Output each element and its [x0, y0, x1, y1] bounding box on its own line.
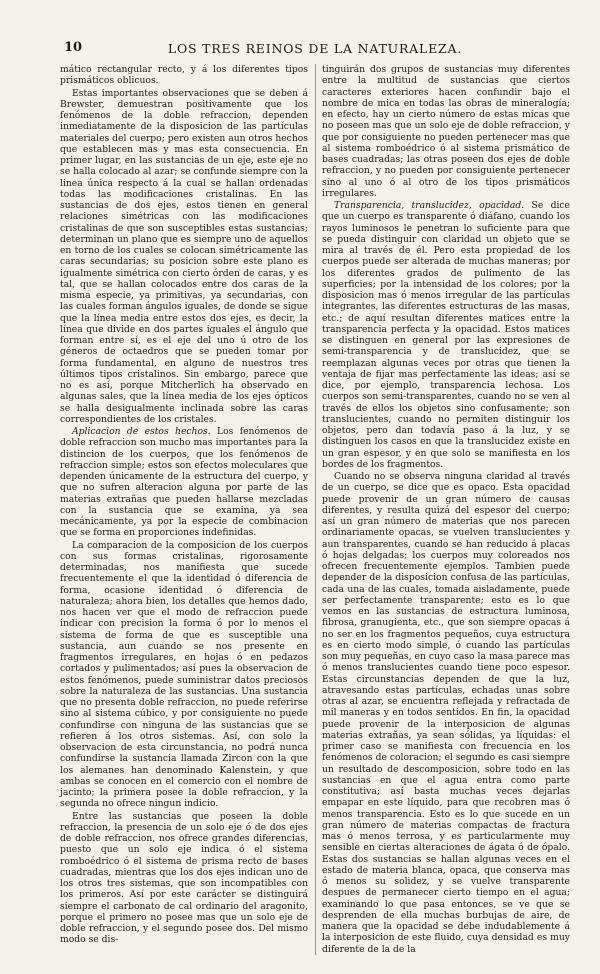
paragraph [60, 426, 308, 539]
paragraph-lead: Transparencia, translucidez, opacidad. [334, 200, 525, 211]
paragraph [322, 471, 570, 955]
paragraph-text: Estas importantes observaciones que se deben á Brewster, demuestran positivamente que los fenómenos de la doble refraccion, dependen inmediatamente de la disposicion de las partículas materiales del cuerpo; pero existen aun otros hechos que establecen mas y mas esta consecuencia. En primer lugar, en las sustancias de un eje, este eje no se halla colocado al azar; se confunde siempre con la linea única respecto á la cual se hallan ordenadas todas las modificaciones cristalinas. En las sustancias de dos ejes, estos tienen en general relaciones simétricas con las modificaciones cristalinas de que son susceptibles estas sustancias; determinan un plano que es siempre uno de aquellos en torno de los cuales se colocan simétricamente las caras secundarias; su posicion sobre este plano es igualmente simétrica con cierto órden de caras, y es tal, que se hallan colocados entre dos caras de la misma especie, ya primitivas, ya secundarias, con las cuales forman ángulos iguales, de donde se sigue que la línea media entre estos dos ejes, es decir, la línea que divide en dos partes iguales el ángulo que forman entre sí, es el eje del uno ú otro de los géneros de octaedros que se pueden tomar por forma fundamental, en alguno de nuestros tres últimos tipos cristalinos. Sin embargo, parece que no es así, porque Mitcherlich ha observado en algunas sales, que la línea media de los ejes ópticos se halla desigualmente inclinada sobre las caras correspondientes de los cristales. [60, 87, 308, 425]
left-column [60, 64, 308, 955]
paragraph-lead: Aplicacion de estos hechos. [72, 426, 211, 437]
text-columns [60, 64, 570, 955]
paragraph-text: La comparacion de la composicion de los cuerpos con sus formas cristalinas, rigorosamente determinadas, nos manifiesta que sucede frecuentemente el que la identidad ó diferencia de forma, ocasione identidad ó diferencia de naturaleza; ahora bien, los detalles que hemos dado, nos hacen ver que el modo de refraccion puede indicar con precision la forma ó por lo menos el sistema de forma de que es susceptible una sustancia, aun cuando se nos presente en fragmentos irregulares, en hojas ó en pedazos cortados y pulimentados; así pues la observacion de estos fenómenos, puede suministrar datos preciosos sobre la naturaleza de las sustancias. Una sustancia que no presenta doble refraccion, no puede referirse sino al sistema cúbico, y por consiguiente no puede confundirse con ninguna de las sustancias que se refieren á los otros sistemas. Así, con solo la observacion de esta circunstancia, no podrá nunca confundirse la sustancia llamada Zircon con la que los alemanes han denominado Kalenstein, y que ambas se conocen en el comercio con el nombre de jacinto; la primera posee la doble refraccion, y la segunda no ofrece ningun indicio. [60, 539, 308, 810]
paragraph-text: Entre las sustancias que poseen la doble refraccion, la presencia de un solo eje ó de dos ejes de doble refraccion, nos ofrece grandes diferencias, puesto que un solo eje indica ó el sistema romboédrico ó el sistema de prisma recto de bases cuadradas, mientras que los dos ejes indican uno de los otros tres sistemas, que son incompatibles con los primeros. Así por este carácter se distinguirá siempre el carbonato de cal ordinario del aragonito, porque el primero no posee mas que un solo eje de doble refraccion, y el segundo posee dos. Del mismo modo se dis- [60, 810, 308, 946]
page-number: 10 [64, 40, 83, 55]
paragraph-continued [60, 64, 308, 87]
paragraph [60, 88, 308, 426]
paragraph [322, 200, 570, 470]
paragraph-text: Los fenómenos de doble refraccion son mucho mas importantes para la distincion de los cuerpos, que los fenómenos de refraccion simple; estos son efectos moleculares que dependen únicamente de la estructura del cuerpo, y que no sufren alteracion alguna por parte de las materias extrañas que pueden hallarse mezcladas con la sustancia que se examina, ya sea mecánicamente, ya por la especie de combinacion que se forma en proporciones indefinidas. [60, 426, 308, 539]
paragraph-text: Se dice que un cuerpo es transparente ó diáfano, cuando los rayos luminosos le penetran lo suficiente para que se pueda distinguir con claridad un objeto que se mira al través de él. Pero esta propiedad de los cuerpos puede ser alterada de muchas maneras; por los diferentes grados de pulimento de las superficies; por la intensidad de los colores; por la disposicion mas ó menos irregular de las partículas integrantes, las diferentes estructuras de las masas, etc.; de aquí resultan diferentes matices entre la transparencia perfecta y la opacidad. Estos matices se distinguen en general por las expresiones de semi-transparencia y de translucidez, que se reemplazan algunas veces por otras que tienen la ventaja de fijar mas perfectamente las ideas; así se dice, por ejemplo, transparencia lechosa. Los cuerpos son semi-transparentes, cuando no se ven al través de ellos los objetos sino confusamente; son translucientes, cuando no permiten distinguir los objetos, pero dan todavía paso á la luz, y se distinguen los casos en que la translucidez existe en un gran espesor, y en que solo se manifiesta en los bordes de los fragmentos. [322, 200, 570, 470]
column-divider [315, 64, 316, 955]
paragraph-continued [322, 64, 570, 199]
paragraph-text: tinguirán dos grupos de sustancias muy diferentes entre la multitud de sustancias que ciertos caracteres exteriores hacen confundir bajo el nombre de mica en todas las obras de mineralogía; en efecto, hay un cierto número de estas micas que no poseen mas que un solo eje de doble refraccion, y que por consiguiente no pueden pertenecer mas que al sistema romboédrico ó al sistema prismático de bases cuadradas; las otras poseen dos ejes de doble refraccion, y no pueden por consiguiente pertenecer sino al uno ó al otro de los tipos prismáticos irregulares. [322, 64, 570, 199]
paragraph [60, 811, 308, 946]
paragraph [60, 540, 308, 810]
right-column [322, 64, 570, 955]
paragraph-text: Cuando no se observa ninguna claridad al través de un cuerpo, se dice que es opaco. Esta opacidad puede provenir de un gran número de causas diferentes, y resulta quizá del espesor del cuerpo; así un gran número de materias que nos parecen ordinariamente opacas, se vuelven translucientes y aun transparentes, cuando se han reducido á placas ó hojas delgadas; los cuerpos muy coloreados nos ofrecen frecuentemente ejemplos. Tambien puede depender de la disposicion confusa de las partículas, cada una de las cuales, tomada aisladamente, puede ser perfectamente transparente; esto es lo que vemos en las sustancias de estructura luminosa, fibrosa, granugienta, etc., que son siempre opacas á no ser en los fragmentos pequeños, cuya estructura es en cierto modo simple, ó cuando las partículas son muy pequeñas, en cuyo caso la masa parece mas ó menos translucientes cuando tiene poco espesor. Estas circunstancias dependen de que la luz, atravesando estas partículas, echadas unas sobre otras al azar, se encuentra reflejada y refractada de mil maneras y en todos sentidos. En fin, la opacidad puede provenir de la interposicion de algunas materias extrañas, ya sean sólidas, ya líquidas: el primer caso se manifiesta con frecuencia en los fenómenos de coloracion; el segundo es casi siempre un resultado de descomposicion, sobre todo en las sustancias en que el agua entra como parte constitutiva; así basta muchas veces dejarlas empapar en este líquido, para que recobren mas ó menos transparencia. Esto es lo que sucede en un gran número de materias compactas de fractura mas ó menos terrosa, y es particularmente muy sensible en ciertas alteraciones de ágata ó de ópalo. Estas dos sustancias se hallan algunas veces en el estado de materia blanca, opaca, que conserva mas ó menos su solidez, y se vuelve transparente despues de permanecer cierto tiempo en el agua; examinando lo que pasa entonces, se ve que se desprenden de ella muchas burbujas de aire, de manera que la opacidad se debe indudablemente á la interposicion de este fluido, cuya densidad es muy diferente de la de la [322, 471, 570, 955]
running-title: LOS TRES REINOS DE LA NATURALEZA. [167, 41, 463, 56]
paragraph-text: mático rectangular recto, y á los diferentes tipos prismáticos oblicuos. [60, 64, 308, 87]
page-header [60, 38, 570, 56]
